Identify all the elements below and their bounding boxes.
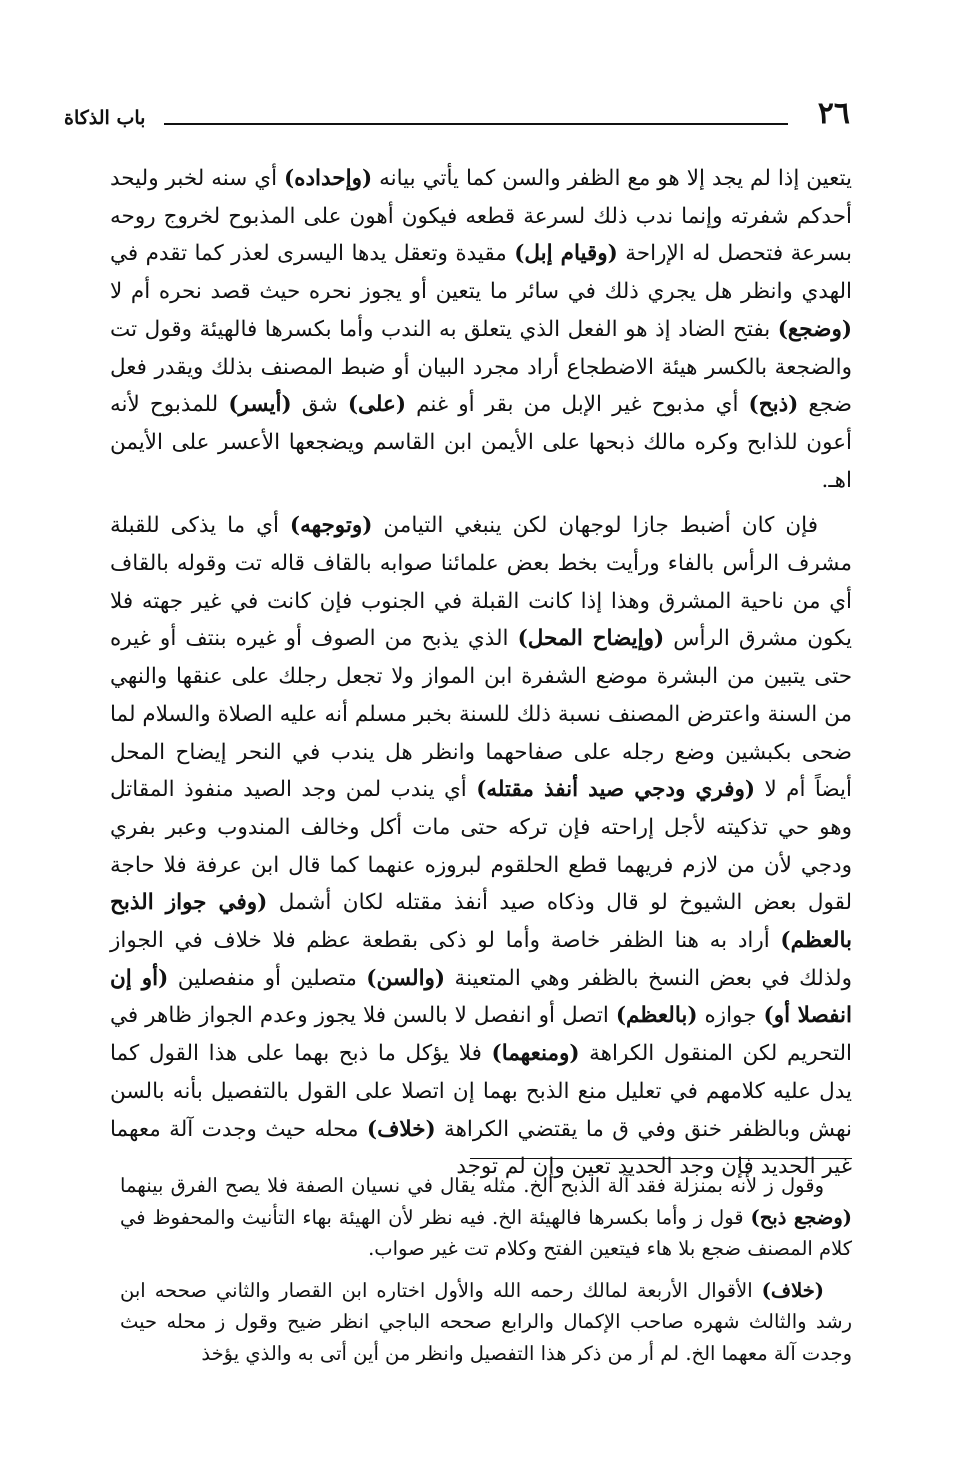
matn-term: (بالعظم) — [615, 1003, 698, 1029]
matn-term: (أيسر) — [228, 392, 292, 418]
paragraph-1 — [110, 160, 852, 499]
text-run: يتعين إذا لم يجد إلا هو مع الظفر والسن كما يأتي بيانه — [372, 166, 852, 191]
text-run: للمذبوح لأنه أعون للذابح وكره مالك ذبحها على الأيمن ابن القاسم ويضجعها الأعسر على الأيمن اهـ. — [110, 392, 852, 493]
matn-term: (وإحداده) — [284, 166, 373, 191]
matn-term: (على) — [347, 392, 407, 418]
matn-term: (وضجع ذبح) — [750, 1205, 853, 1229]
paragraph-2 — [110, 507, 852, 1186]
matn-term: (وضجع) — [777, 316, 852, 342]
text-run: أي ما يذكى للقبلة مشرف الرأس بالفاء ورأيت بخط بعض علمائنا صوابه بالقاف قاله تت وقوله بالقاف أي من ناحية المشرق وهذا إذا كانت القبلة في الجنوب فإن كانت في غير جهته فلا يكون مشرق الرأس — [110, 513, 853, 652]
footnote-rule — [470, 1158, 852, 1159]
text-run: فإن كان أضبط جازا لوجهان لكن ينبغي التيامن — [372, 513, 818, 539]
text-run: قول ز وأما بكسرها فالهيئة الخ. فيه نظر لأن الهيئة بهاء التأنيث والمحفوظ في كلام المصنف ضجع بلا هاء فيتعين الفتح وكلام تت غير صواب. — [120, 1205, 852, 1260]
text-run: فلا يؤكل ما ذبح بهما على هذا القول كما يدل عليه كلامهم في تعليل منع الذبح بهما إن اتصلا على القول بالتفصيل بأنه بالسن نهش وبالظفر خنق وفي ق ما يقتضي الكراهة — [110, 1041, 852, 1142]
footnotes — [120, 1170, 852, 1369]
matn-term: (وفي جواز الذبح بالعظم) — [110, 890, 852, 954]
matn-term: (خلاف) — [366, 1116, 436, 1142]
matn-term: (وقيام إبل) — [514, 241, 618, 267]
page-header — [64, 96, 850, 142]
matn-term: (وفري ودجي صيد أنفذ مقتله) — [476, 777, 756, 803]
matn-term: (والسن) — [366, 965, 446, 991]
text-run: أي سنه لخبر وليحد أحدكم شفرته وإنما ندب ذلك لسرعة قطعه فيكون أهون على المذبوح لخروج روحه بسرعة فتحصل له الإراحة — [110, 166, 852, 267]
header-rule — [164, 123, 788, 125]
text-run: أي مذبوح غير الإبل من بقر أو غنم — [406, 392, 749, 418]
main-text — [110, 160, 852, 1186]
text-run: مقيدة وتعقل يدها اليسرى لعذر كما تقدم في الهدي وانظر هل يجري ذلك في سائر ما يتعين أو يجوز نحره حيث قصد نحره أم لا — [110, 241, 852, 305]
running-title: باب الذكاة — [64, 107, 146, 129]
matn-term: (خلاف) — [761, 1278, 824, 1302]
text-run: شق — [291, 392, 348, 418]
matn-term: (وتوجهه) — [289, 513, 373, 539]
text-run: أراد به هنا الظفر خاصة وأما لو ذكى بقطعة عظم فلا خلاف في الجواز ولذلك في بعض النسخ بالظفر وهي المتعينة — [110, 928, 852, 991]
page-number: ٢٦ — [817, 96, 850, 131]
footnote-1 — [120, 1170, 852, 1265]
footnote-2 — [120, 1275, 852, 1370]
matn-term: (أو إن انفصلا أو) — [110, 965, 852, 1029]
text-run: محله حيث وجدت آلة معهما غير الحديد فإن وجد الحديد تعين وإن لم توجد — [110, 1116, 852, 1180]
text-run: الذي يذبح من الصوف أو غيره بنتف أو غيره حتى يتبين من البشرة موضع الشفرة ابن المواز ولا تجعل رجلك على عنقها والنهي من السنة واعترض المصنف نسبة ذلك للسنة بخبر مسلم أنه عليه الصلاة والسلام لما ضحى بكبشين وضع رجله على صفاحهما وانظر هل يندب في النحر إيضاح المحل أيضاً أم لا — [110, 626, 852, 803]
text-run: متصلين أو منفصلين — [168, 965, 367, 991]
matn-term: (ذبح) — [748, 392, 799, 418]
matn-term: (وإيضاح المحل) — [517, 626, 665, 652]
text-run: وقول ز لأنه بمنزلة فقد آلة الذبح الخ. مثله يقال في نسيان الصفة فلا يصح الفرق بينهما — [120, 1174, 824, 1197]
matn-term: (ومنعهما) — [491, 1041, 580, 1067]
text-run: بفتح الضاد إذ هو الفعل الذي يتعلق به الندب وأما بكسرها فالهيئة وقول تت والضجعة بالكسر هيئة الاضطجاع أراد مجرد البيان أو ضبط المصنف بذلك ويقدر فعل ضجع — [110, 316, 852, 418]
text-run: أي يندب لمن وجد الصيد منفوذ المقاتل وهو حي تذكيته لأجل إراحته فإن تركه حتى مات أكل وخالف المندوب وعبر بفري ودجي لأن من لازم فريهما قطع الحلقوم لبروزه عنهما كما قال ابن عرفة فلا حاجة لقول بعض الشيوخ لو قال وذكاه صيد أنفذ مقتله لكان أشمل — [110, 777, 852, 916]
text-run: الأقوال الأربعة لمالك رحمه الله والأول اختاره ابن القصار والثاني صححه ابن رشد والثالث شهره صاحب الإكمال والرابع صححه الباجي انظر ضيح وقول ز محله حيث وجدت آلة معهما الخ. لم أر من ذكر هذا التفصيل وانظر من أين أتى به والذي يؤخذ — [120, 1278, 852, 1365]
text-run: جوازه — [697, 1003, 764, 1029]
text-run: اتصل أو انفصل لا بالسن فلا يجوز وعدم الجواز ظاهر في التحريم لكن المنقول الكراهة — [110, 1003, 852, 1067]
